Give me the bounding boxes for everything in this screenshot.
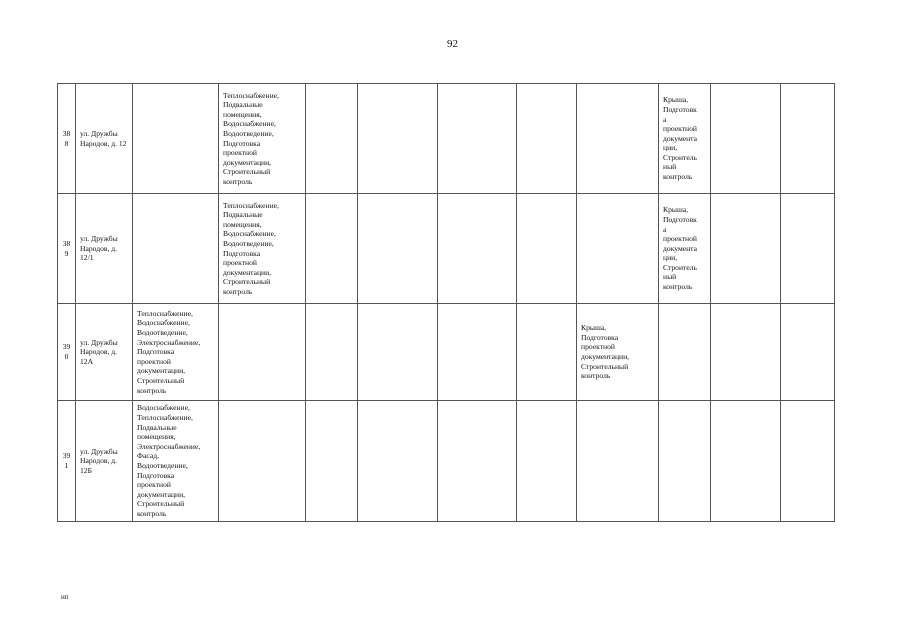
empty-cell xyxy=(306,194,358,304)
address-cell xyxy=(76,304,133,401)
empty-cell xyxy=(781,304,835,401)
empty-cell xyxy=(517,304,577,401)
works-text: Теплоснабжение, Подвальные помещения, Водоснабжение, Водоотведение, Подготовка проектной документации, Строительный контроль xyxy=(223,200,279,296)
empty-cell xyxy=(517,84,577,194)
works-cell xyxy=(659,304,711,401)
works-cell xyxy=(133,194,219,304)
empty-cell xyxy=(711,304,781,401)
works-cell xyxy=(577,194,659,304)
works-cell xyxy=(577,401,659,522)
address-text: ул. Дружбы Народов, д. 12А xyxy=(80,337,118,366)
empty-cell xyxy=(358,194,438,304)
row-number: 388 xyxy=(58,84,76,194)
works-cell xyxy=(659,194,711,304)
address-text: ул. Дружбы Народов, д. 12 xyxy=(80,128,127,148)
empty-cell xyxy=(438,194,517,304)
empty-cell xyxy=(438,401,517,522)
table-row xyxy=(58,304,835,401)
empty-cell xyxy=(306,304,358,401)
row-number: 391 xyxy=(58,401,76,522)
works-cell xyxy=(659,84,711,194)
empty-cell xyxy=(781,84,835,194)
empty-cell xyxy=(517,401,577,522)
empty-cell xyxy=(438,84,517,194)
row-number: 390 xyxy=(58,304,76,401)
empty-cell xyxy=(781,194,835,304)
empty-cell xyxy=(306,401,358,522)
empty-cell xyxy=(711,401,781,522)
works-text: Крыша, Подготовка проектной документации, Строительный контроль xyxy=(581,323,630,381)
capital-repair-table xyxy=(57,83,835,522)
empty-cell xyxy=(358,401,438,522)
table-row xyxy=(58,84,835,194)
works-cell xyxy=(577,84,659,194)
works-cell xyxy=(133,401,219,522)
works-text: Теплоснабжение, Водоснабжение, Водоотведение, Электроснабжение, Подготовка проектной документации, Строительный контроль xyxy=(137,308,201,395)
address-cell xyxy=(76,401,133,522)
table-row xyxy=(58,401,835,522)
footer-mark: нп xyxy=(61,593,69,601)
address-text: ул. Дружбы Народов, д. 12Б xyxy=(80,446,118,475)
works-cell xyxy=(219,84,306,194)
empty-cell xyxy=(438,304,517,401)
works-cell xyxy=(659,401,711,522)
works-text: Крыша, Подготовк а проектной документа ции, Строитель ный контроль xyxy=(663,95,697,182)
address-text: ул. Дружбы Народов, д. 12/1 xyxy=(80,234,118,263)
table-row xyxy=(58,194,835,304)
works-cell xyxy=(219,304,306,401)
table-body xyxy=(58,84,835,522)
address-cell xyxy=(76,84,133,194)
empty-cell xyxy=(517,194,577,304)
works-cell xyxy=(219,401,306,522)
works-cell xyxy=(219,194,306,304)
empty-cell xyxy=(781,401,835,522)
empty-cell xyxy=(711,84,781,194)
empty-cell xyxy=(306,84,358,194)
works-cell xyxy=(133,84,219,194)
page-number: 92 xyxy=(447,38,458,50)
works-cell xyxy=(133,304,219,401)
row-number: 389 xyxy=(58,194,76,304)
empty-cell xyxy=(358,84,438,194)
works-text: Теплоснабжение, Подвальные помещения, Водоснабжение, Водоотведение, Подготовка проектной документации, Строительный контроль xyxy=(223,90,279,186)
works-cell xyxy=(577,304,659,401)
works-text: Крыша, Подготовк а проектной документа ции, Строитель ный контроль xyxy=(663,205,697,292)
address-cell xyxy=(76,194,133,304)
empty-cell xyxy=(358,304,438,401)
empty-cell xyxy=(711,194,781,304)
works-text: Водоснабжение, Теплоснабжение, Подвальные помещения, Электроснабжение, Фасад, Водоотведение, Подготовка проектной документации, Строительный контроль xyxy=(137,403,201,518)
